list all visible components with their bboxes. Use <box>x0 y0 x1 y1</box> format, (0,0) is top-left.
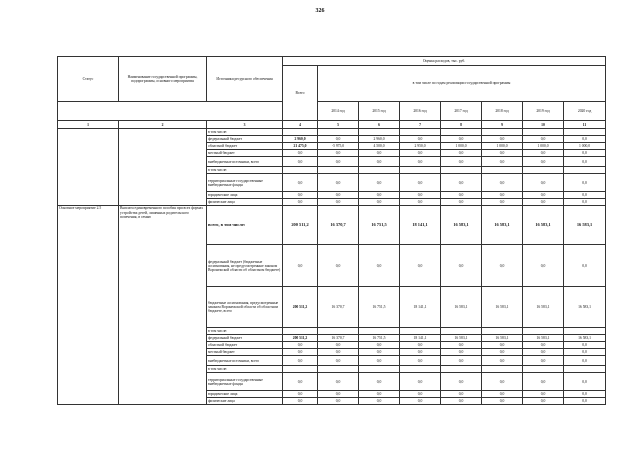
value-cell: 0,0 <box>482 150 523 157</box>
value-cell <box>523 366 564 373</box>
value-cell: 0,0 <box>400 349 441 356</box>
value-cell: 0,0 <box>564 356 606 366</box>
value-cell: 0,0 <box>400 356 441 366</box>
column-numbers-row <box>58 121 606 129</box>
source-cell: территориальные государственные внебюджетные фонды <box>207 174 283 192</box>
value-cell <box>564 129 606 136</box>
source-cell: физические лица <box>207 199 283 206</box>
value-cell: 0,0 <box>318 245 359 287</box>
value-cell <box>482 366 523 373</box>
value-cell: 0,0 <box>482 398 523 405</box>
value-cell: 0,0 <box>523 157 564 167</box>
column-number: 4 <box>283 121 318 129</box>
value-cell: 0,0 <box>482 136 523 143</box>
column-number: 1 <box>58 121 119 129</box>
budget-table <box>57 56 606 405</box>
value-cell: 0,0 <box>283 356 318 366</box>
value-cell: 0,0 <box>359 199 400 206</box>
value-cell: 16 583,1 <box>482 335 523 342</box>
value-cell: 1 000,0 <box>564 143 606 150</box>
value-cell: 0,0 <box>441 199 482 206</box>
value-cell: 16 370,7 <box>318 206 359 245</box>
value-cell: 0,0 <box>400 136 441 143</box>
value-cell: 16 751,5 <box>359 206 400 245</box>
value-cell: 0,0 <box>564 342 606 349</box>
event-status: Основное мероприятие 2.5 <box>58 206 119 405</box>
value-cell: 16 583,1 <box>441 335 482 342</box>
value-cell: 0,0 <box>318 349 359 356</box>
value-cell <box>441 366 482 373</box>
value-cell <box>283 328 318 335</box>
value-cell: 0,0 <box>318 391 359 398</box>
value-cell: 16 751,5 <box>359 335 400 342</box>
value-cell: 0,0 <box>318 174 359 192</box>
value-cell <box>564 167 606 174</box>
value-cell: 0,0 <box>359 174 400 192</box>
column-number: 10 <box>523 121 564 129</box>
value-cell: 16 751,5 <box>359 287 400 328</box>
value-cell: 0,0 <box>441 150 482 157</box>
value-cell <box>482 129 523 136</box>
value-cell: 0,0 <box>523 174 564 192</box>
value-cell: 0,0 <box>564 391 606 398</box>
value-cell <box>318 129 359 136</box>
value-cell: 16 583,1 <box>564 287 606 328</box>
value-cell: 0,0 <box>400 342 441 349</box>
column-number: 8 <box>441 121 482 129</box>
value-cell: 0,0 <box>400 157 441 167</box>
value-cell: 0,0 <box>523 192 564 199</box>
value-cell: 0,0 <box>523 136 564 143</box>
value-cell: 16 583,1 <box>441 287 482 328</box>
value-cell: 0,0 <box>283 199 318 206</box>
value-cell: 16 583,1 <box>441 206 482 245</box>
value-cell: 16 583,1 <box>523 335 564 342</box>
value-cell: 1 000,0 <box>523 143 564 150</box>
value-cell: 0,0 <box>523 150 564 157</box>
header-year: 2017 год <box>441 102 482 121</box>
value-cell <box>400 129 441 136</box>
value-cell: 0,0 <box>564 174 606 192</box>
value-cell: 0,0 <box>283 342 318 349</box>
value-cell: 0,0 <box>523 398 564 405</box>
header-sources: Источники ресурсного обеспечения <box>207 57 283 102</box>
source-cell: юридические лица <box>207 391 283 398</box>
header-year: 2016 год <box>400 102 441 121</box>
value-cell <box>400 328 441 335</box>
value-cell: 0,0 <box>441 356 482 366</box>
value-cell: 0,0 <box>283 391 318 398</box>
value-cell: 0,0 <box>283 245 318 287</box>
value-cell: 0,0 <box>441 136 482 143</box>
name-cell-empty <box>119 129 207 206</box>
source-cell: в том числе: <box>207 129 283 136</box>
value-cell: 200 511,2 <box>283 287 318 328</box>
value-cell: 0,0 <box>564 349 606 356</box>
value-cell: 0,0 <box>441 245 482 287</box>
column-number: 7 <box>400 121 441 129</box>
header-year: 2015 год <box>359 102 400 121</box>
value-cell: 0,0 <box>400 398 441 405</box>
value-cell: 0,0 <box>400 391 441 398</box>
value-cell: 0,0 <box>482 342 523 349</box>
value-cell: 4 500,0 <box>359 143 400 150</box>
value-cell <box>523 167 564 174</box>
value-cell <box>564 366 606 373</box>
value-cell: 0,0 <box>441 391 482 398</box>
value-cell: 0,0 <box>318 192 359 199</box>
header-status: Статус <box>58 57 119 102</box>
value-cell <box>400 167 441 174</box>
source-cell: бюджетные ассигнования, предусмотренные законом Воронежской области об областном бюджете, всего <box>207 287 283 328</box>
value-cell <box>441 328 482 335</box>
value-cell: 0,0 <box>482 192 523 199</box>
value-cell: 1 000,0 <box>482 143 523 150</box>
column-number: 3 <box>207 121 283 129</box>
value-cell: 18 141,1 <box>400 206 441 245</box>
table-body <box>58 57 606 405</box>
value-cell: 0,0 <box>482 373 523 391</box>
source-cell: федеральный бюджет <box>207 136 283 143</box>
value-cell: 0,0 <box>523 199 564 206</box>
value-cell <box>564 328 606 335</box>
value-cell: 0,0 <box>283 398 318 405</box>
source-cell: в том числе: <box>207 328 283 335</box>
table-row <box>58 129 606 136</box>
source-cell: местный бюджет <box>207 349 283 356</box>
column-number: 11 <box>564 121 606 129</box>
value-cell: 0,0 <box>318 373 359 391</box>
value-cell: 0,0 <box>441 373 482 391</box>
source-cell: внебюджетные источники, всего <box>207 356 283 366</box>
value-cell: 16 370,7 <box>318 287 359 328</box>
value-cell: 0,0 <box>564 199 606 206</box>
value-cell: 0,0 <box>523 349 564 356</box>
source-cell: физические лица <box>207 398 283 405</box>
value-cell: 0,0 <box>359 373 400 391</box>
value-cell: 18 141,1 <box>400 335 441 342</box>
source-cell: федеральный бюджет <box>207 335 283 342</box>
value-cell: 200 511,2 <box>283 206 318 245</box>
value-cell: 200 511,2 <box>283 335 318 342</box>
value-cell: 0,0 <box>318 398 359 405</box>
value-cell <box>318 167 359 174</box>
value-cell: 0,0 <box>283 349 318 356</box>
header-name: Наименование государственной программы, подпрограммы, основного мероприятия <box>119 57 207 102</box>
value-cell: 0,0 <box>564 398 606 405</box>
value-cell <box>359 366 400 373</box>
value-cell: 2 960,0 <box>283 136 318 143</box>
header-year: 2018 год <box>482 102 523 121</box>
value-cell: 0,0 <box>400 245 441 287</box>
source-cell: федеральный бюджет (бюджетные ассигнования, не предусмотренные законом Воронежской области об областном бюджете) <box>207 245 283 287</box>
value-cell: 0,0 <box>359 398 400 405</box>
source-cell: областной бюджет <box>207 342 283 349</box>
value-cell: 0,0 <box>523 356 564 366</box>
value-cell: 0,0 <box>283 157 318 167</box>
value-cell: 0,0 <box>359 157 400 167</box>
value-cell: 0,0 <box>441 157 482 167</box>
value-cell <box>359 328 400 335</box>
column-number: 2 <box>119 121 207 129</box>
value-cell <box>482 328 523 335</box>
value-cell: 0,0 <box>564 136 606 143</box>
table-row <box>58 206 606 245</box>
header-estimate: Оценка расходов, тыс. руб. <box>283 57 606 66</box>
header-total: Всего <box>283 66 318 121</box>
value-cell: 0,0 <box>359 349 400 356</box>
value-cell: 18 141,1 <box>400 287 441 328</box>
header-years-row <box>58 102 606 121</box>
value-cell <box>359 129 400 136</box>
value-cell <box>441 167 482 174</box>
value-cell: 0,0 <box>400 150 441 157</box>
value-cell: 0,0 <box>482 157 523 167</box>
value-cell: 16 583,1 <box>482 287 523 328</box>
value-cell: 0,0 <box>482 356 523 366</box>
value-cell: 16 583,1 <box>482 206 523 245</box>
header-spacer <box>58 102 283 121</box>
value-cell <box>359 167 400 174</box>
value-cell <box>441 129 482 136</box>
value-cell: 0,0 <box>359 245 400 287</box>
value-cell: 21 475,0 <box>283 143 318 150</box>
value-cell <box>523 129 564 136</box>
value-cell: 2 950,0 <box>400 143 441 150</box>
header-year: 2014 год <box>318 102 359 121</box>
value-cell: 0,0 <box>482 391 523 398</box>
value-cell: 16 583,1 <box>564 335 606 342</box>
value-cell <box>283 167 318 174</box>
status-cell-empty <box>58 129 119 206</box>
header-row-1 <box>58 57 606 66</box>
source-cell: внебюджетные источники, всего <box>207 157 283 167</box>
value-cell <box>400 366 441 373</box>
value-cell <box>482 167 523 174</box>
value-cell: 0,0 <box>318 199 359 206</box>
value-cell: 0,0 <box>318 356 359 366</box>
value-cell <box>318 366 359 373</box>
value-cell: 0,0 <box>359 391 400 398</box>
value-cell: 0,0 <box>359 342 400 349</box>
value-cell: 0,0 <box>283 192 318 199</box>
value-cell: 0,0 <box>482 349 523 356</box>
value-cell: 0,0 <box>564 245 606 287</box>
value-cell: 0,0 <box>564 373 606 391</box>
value-cell: 0,0 <box>400 199 441 206</box>
value-cell: 0,0 <box>441 349 482 356</box>
value-cell: 0,0 <box>359 192 400 199</box>
column-number: 9 <box>482 121 523 129</box>
value-cell: 0,0 <box>523 342 564 349</box>
value-cell: 0,0 <box>359 356 400 366</box>
value-cell: 0,0 <box>482 245 523 287</box>
header-year: 2020 год <box>564 102 606 121</box>
value-cell <box>318 328 359 335</box>
value-cell: 0,0 <box>359 150 400 157</box>
header-year: 2019 год <box>523 102 564 121</box>
value-cell: -5 975,0 <box>318 143 359 150</box>
value-cell: 1 000,0 <box>441 143 482 150</box>
value-cell: 0,0 <box>441 342 482 349</box>
value-cell: 0,0 <box>283 174 318 192</box>
value-cell: 16 583,1 <box>564 206 606 245</box>
value-cell: 0,0 <box>441 192 482 199</box>
value-cell: 0,0 <box>441 398 482 405</box>
value-cell <box>283 366 318 373</box>
value-cell <box>283 129 318 136</box>
value-cell: 0,0 <box>523 391 564 398</box>
value-cell: 0,0 <box>523 245 564 287</box>
source-cell: в том числе: <box>207 167 283 174</box>
value-cell: 0,0 <box>318 136 359 143</box>
value-cell: 0,0 <box>564 192 606 199</box>
column-number: 5 <box>318 121 359 129</box>
value-cell: 0,0 <box>318 150 359 157</box>
value-cell: 16 583,1 <box>523 287 564 328</box>
value-cell: 0,0 <box>318 157 359 167</box>
value-cell <box>523 328 564 335</box>
value-cell: 0,0 <box>482 199 523 206</box>
value-cell: 16 370,7 <box>318 335 359 342</box>
value-cell: 0,0 <box>400 373 441 391</box>
source-cell: территориальные государственные внебюджетные фонды <box>207 373 283 391</box>
event-name: Выплата единовременного пособия при всех формах устройства детей, лишенных родительского попечения, в семью <box>119 206 207 405</box>
value-cell: 0,0 <box>482 174 523 192</box>
value-cell: 0,0 <box>441 174 482 192</box>
source-cell: областной бюджет <box>207 143 283 150</box>
header-by-years: в том числе по годам реализации государственной программы <box>318 66 606 102</box>
value-cell: 16 583,1 <box>523 206 564 245</box>
value-cell: 2 960,0 <box>359 136 400 143</box>
column-number: 6 <box>359 121 400 129</box>
value-cell: 0,0 <box>400 192 441 199</box>
page-number: 326 <box>315 8 325 14</box>
value-cell: 0,0 <box>564 157 606 167</box>
value-cell: 0,0 <box>564 150 606 157</box>
value-cell: 0,0 <box>523 373 564 391</box>
source-cell: местный бюджет <box>207 150 283 157</box>
source-cell: в том числе: <box>207 366 283 373</box>
value-cell: 0,0 <box>318 342 359 349</box>
source-cell: всего, в том числе: <box>207 206 283 245</box>
value-cell: 0,0 <box>283 150 318 157</box>
value-cell: 0,0 <box>400 174 441 192</box>
source-cell: юридические лица <box>207 192 283 199</box>
value-cell: 0,0 <box>283 373 318 391</box>
